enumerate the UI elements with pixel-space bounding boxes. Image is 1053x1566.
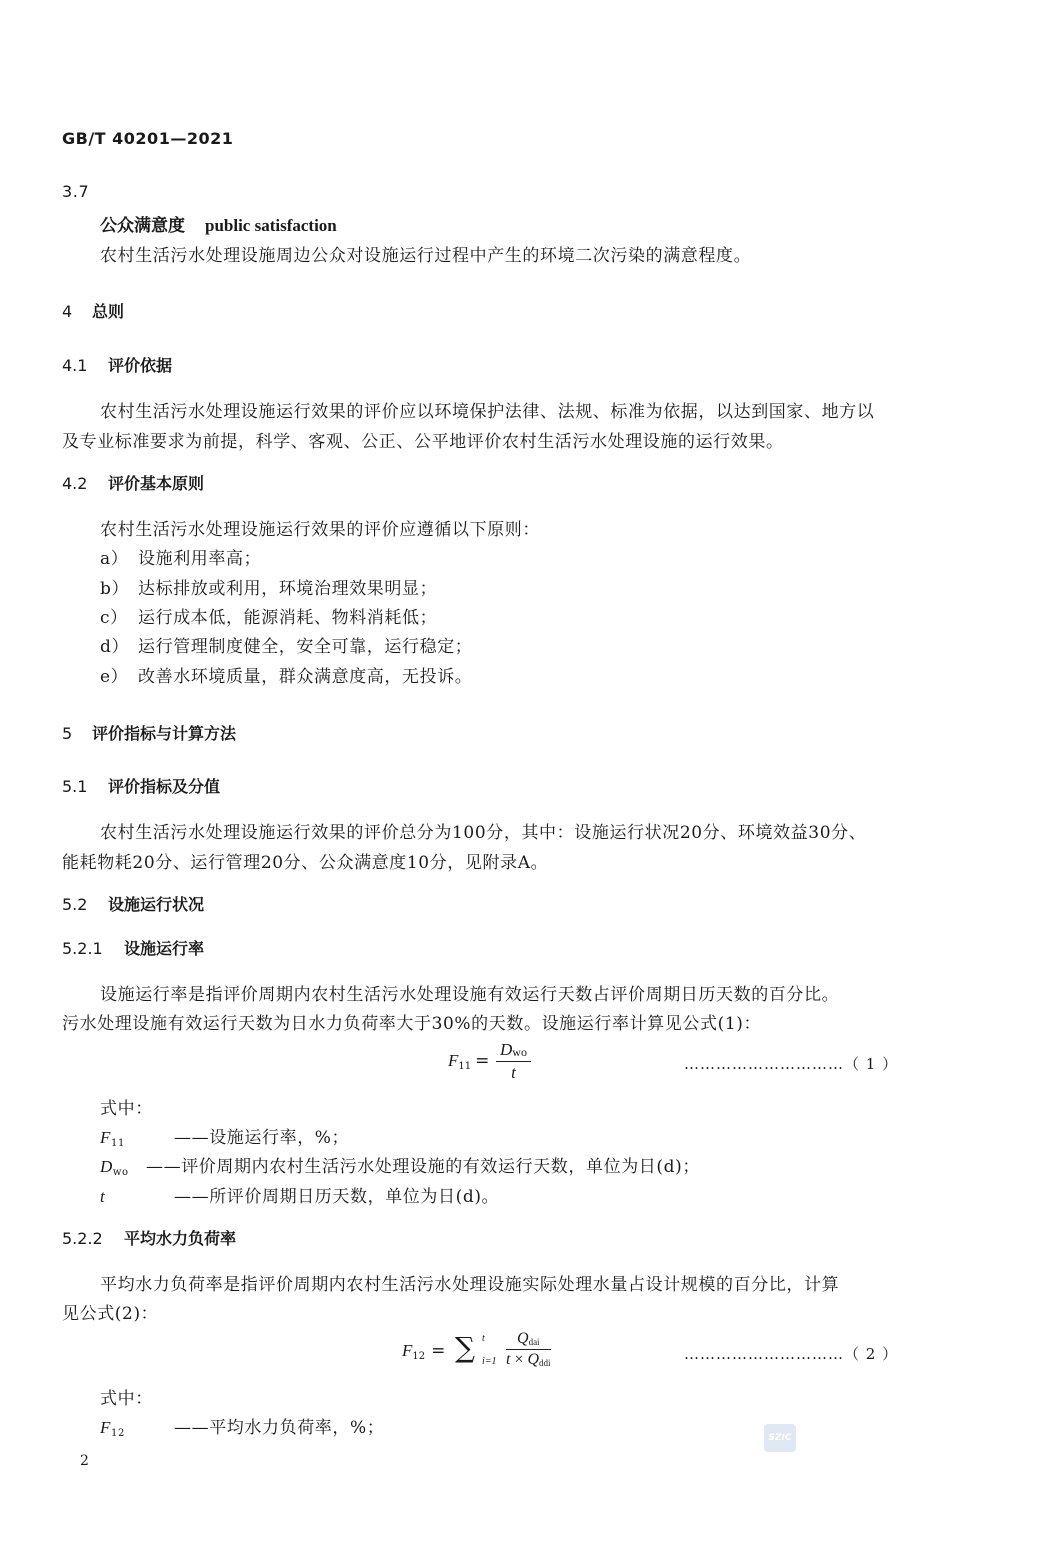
section-heading-4-2: 4.2 评价基本原则	[62, 474, 205, 493]
list-item: b） 达标排放或利用，环境治理效果明显；	[100, 579, 438, 599]
list-item: d） 运行管理制度健全，安全可靠，运行稳定；	[100, 637, 473, 657]
section-heading-5-2-1: 5.2.1 设施运行率	[62, 939, 205, 958]
paragraph-5-2-2-line-2: 见公式(2)：	[62, 1304, 159, 1324]
formula-2-fraction: $Q_{dai}$ $t \times Q_{ddi}$	[506, 1330, 551, 1368]
principles-intro: 农村生活污水处理设施运行效果的评价应遵循以下原则：	[100, 520, 540, 540]
variable-definition: t ——所评价周期日历天数，单位为日(d)。	[100, 1187, 500, 1207]
list-item: a） 设施利用率高；	[100, 549, 262, 569]
publisher-logo: SZIC	[764, 1424, 796, 1452]
section-heading-5-2-2: 5.2.2 平均水力负荷率	[62, 1229, 237, 1248]
summation-lower: i=1	[482, 1356, 497, 1367]
paragraph-5-1-line-2: 能耗物耗20分、运行管理20分、公众满意度10分，见附录A。	[62, 853, 549, 873]
formula-2-lhs: $F_{12}$ =	[402, 1341, 446, 1362]
section-heading-5: 5 评价指标与计算方法	[62, 724, 237, 743]
term-chinese: 公众满意度	[100, 216, 185, 236]
section-heading-4-1: 4.1 评价依据	[62, 356, 173, 375]
list-item: e） 改善水环境质量，群众满意度高，无投诉。	[100, 667, 473, 687]
section-heading-5-2: 5.2 设施运行状况	[62, 895, 205, 914]
where-label-1: 式中：	[100, 1099, 153, 1119]
paragraph-5-2-1-line-1: 设施运行率是指评价周期内农村生活污水处理设施有效运行天数占评价周期日历天数的百分比。	[100, 985, 840, 1005]
section-number-3-7: 3.7	[62, 182, 90, 201]
equation-number-2: …………………………（ 2 ）	[684, 1345, 899, 1363]
paragraph-4-1-line-1: 农村生活污水处理设施运行效果的评价应以环境保护法律、法规、标准为依据，以达到国家、地方以	[100, 402, 875, 422]
summation-symbol: ∑	[455, 1331, 475, 1364]
variable-definition: $F_{12}$ ——平均水力负荷率，%；	[100, 1418, 385, 1439]
variable-definition: $D_{wo}$ ——评价周期内农村生活污水处理设施的有效运行天数，单位为日(d)；	[100, 1157, 700, 1178]
formula-1-fraction: $D_{wo}$ t	[496, 1040, 531, 1083]
standard-number: GB/T 40201—2021	[62, 129, 234, 148]
variable-definition: $F_{11}$ ——设施运行率，%；	[100, 1128, 350, 1149]
equation-number-1: …………………………（ 1 ）	[684, 1055, 899, 1073]
paragraph-5-1-line-1: 农村生活污水处理设施运行效果的评价总分为100分，其中：设施运行状况20分、环境效益30分、	[100, 823, 867, 843]
section-heading-4: 4 总则	[62, 302, 125, 321]
page-number: 2	[80, 1453, 89, 1469]
term-heading	[100, 211, 337, 236]
paragraph-5-2-1-line-2: 污水处理设施有效运行天数为日水力负荷率大于30%的天数。设施运行率计算见公式(1)：	[62, 1014, 762, 1034]
term-definition: 农村生活污水处理设施周边公众对设施运行过程中产生的环境二次污染的满意程度。	[100, 246, 752, 266]
term-english: public satisfaction	[205, 216, 337, 235]
list-item: c） 运行成本低，能源消耗、物料消耗低；	[100, 608, 438, 628]
where-label-2: 式中：	[100, 1389, 153, 1409]
summation-upper: t	[482, 1333, 485, 1344]
section-heading-5-1: 5.1 评价指标及分值	[62, 777, 221, 796]
paragraph-5-2-2-line-1: 平均水力负荷率是指评价周期内农村生活污水处理设施实际处理水量占设计规模的百分比，计算	[100, 1275, 840, 1295]
formula-1-lhs: $F_{11}$ =	[448, 1051, 490, 1072]
paragraph-4-1-line-2: 及专业标准要求为前提，科学、客观、公正、公平地评价农村生活污水处理设施的运行效果。	[62, 432, 784, 452]
